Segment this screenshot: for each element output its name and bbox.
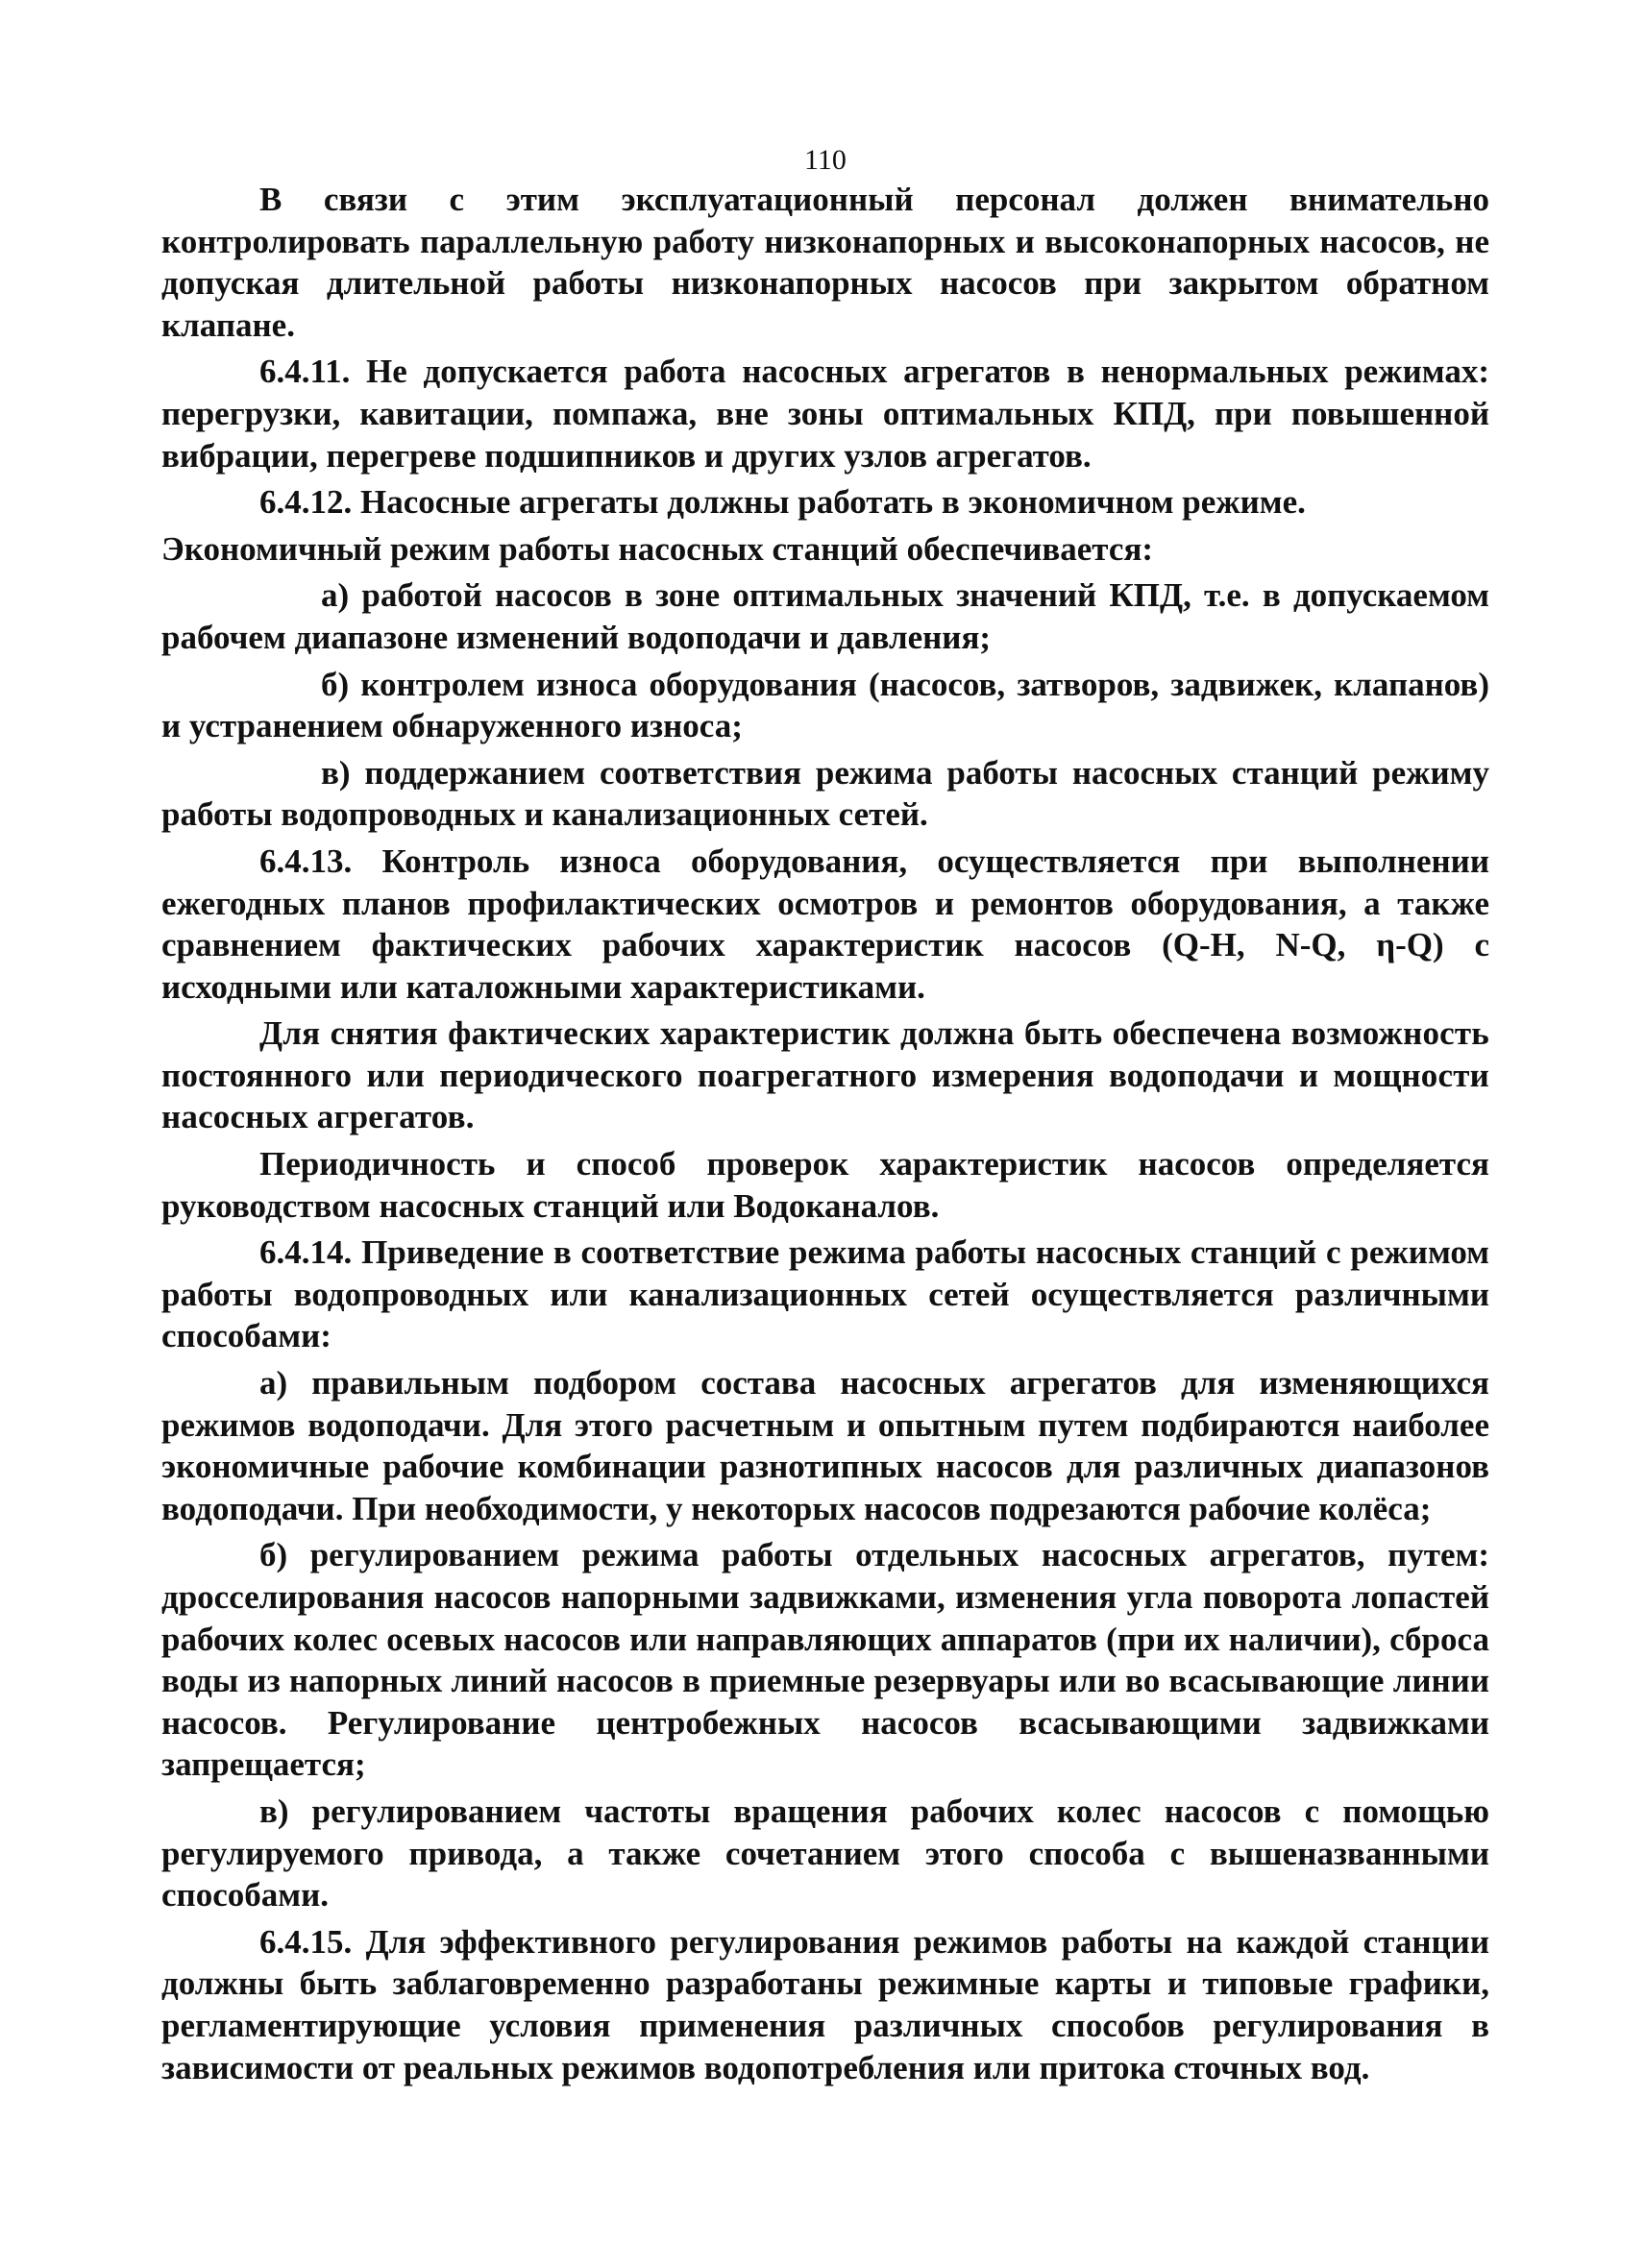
paragraph-6-4-14: 6.4.14. Приведение в соответствие режима работы насосных станций с режимом работы водопроводных или канализационных сетей осуществляется различными способами: (161, 1233, 1489, 1355)
paragraph-6-4-13: 6.4.13. Контроль износа оборудования, осуществляется при выполнении ежегодных планов профилактических осмотров и ремонтов оборудования, а также сравнением фактических рабочих характеристик насосов (Q-H, N-Q, η-Q) с исходными или каталожными характеристиками. (161, 841, 1489, 1006)
list-item-b-wear-control: б) контролем износа оборудования (насосов, затворов, задвижек, клапанов) и устранением обнаруженного износа; (161, 665, 1489, 745)
paragraph-6-4-11: 6.4.11. Не допускается работа насосных агрегатов в ненормальных режимах: перегрузки, кавитации, помпажа, вне зоны оптимальных КПД, при повышенной вибрации, перегреве подшипников и других узлов агрегатов. (161, 353, 1489, 475)
page-number: 110 (804, 144, 847, 176)
list-item-b-regulation: б) регулированием режима работы отдельных насосных агрегатов, путем: дросселирования насосов напорными задвижками, изменения угла поворота лопастей рабочих колес осевых насосов или направляющих аппаратов (при их наличии), сброса воды из напорных линий насосов в приемные резервуары или во всасывающие линии насосов. Регулирование центробежных насосов всасывающими задвижками запрещается; (161, 1536, 1489, 1784)
list-item-c-network-matching: в) поддержанием соответствия режима работы насосных станций режиму работы водопроводных и канализационных сетей. (161, 753, 1489, 834)
document-page (161, 144, 1489, 2093)
paragraph-periodicity: Периодичность и способ проверок характеристик насосов определяется руководством насосных станций или Водоканалов. (161, 1145, 1489, 1225)
paragraph-intro: В связи с этим эксплуатационный персонал должен внимательно контролировать параллельную работу низконапорных и высоконапорных насосов, не допуская длительной работы низконапорных насосов при закрытом обратном клапане. (161, 181, 1489, 344)
list-item-c-frequency-drive: в) регулированием частоты вращения рабочих колес насосов с помощью регулируемого привода, а также сочетанием этого способа с вышеназванными способами. (161, 1792, 1489, 1914)
paragraph-6-4-15: 6.4.15. Для эффективного регулирования режимов работы на каждой станции должны быть заблаговременно разработаны режимные карты и типовые графики, регламентирующие условия применения различных способов регулирования в зависимости от реальных режимов водопотребления или притока сточных вод. (161, 1922, 1489, 2086)
list-item-a-optimal-efficiency: а) работой насосов в зоне оптимальных значений КПД, т.е. в допускаемом рабочем диапазоне изменений водоподачи и давления; (161, 576, 1489, 656)
paragraph-economy-mode: Экономичный режим работы насосных станций обеспечивается: (161, 529, 1154, 568)
list-item-a-pump-selection: а) правильным подбором состава насосных агрегатов для изменяющихся режимов водоподачи. Для этого расчетным и опытным путем подбираются наиболее экономичные рабочие комбинации разнотипных насосов для различных диапазонов водоподачи. При необходимости, у некоторых насосов подрезаются рабочие колёса; (161, 1364, 1489, 1527)
paragraph-6-4-12: 6.4.12. Насосные агрегаты должны работать в экономичном режиме. (259, 483, 1306, 522)
paragraph-measurement: Для снятия фактических характеристик должна быть обеспечена возможность постоянного или периодического поагрегатного измерения водоподачи и мощности насосных агрегатов. (161, 1014, 1489, 1136)
